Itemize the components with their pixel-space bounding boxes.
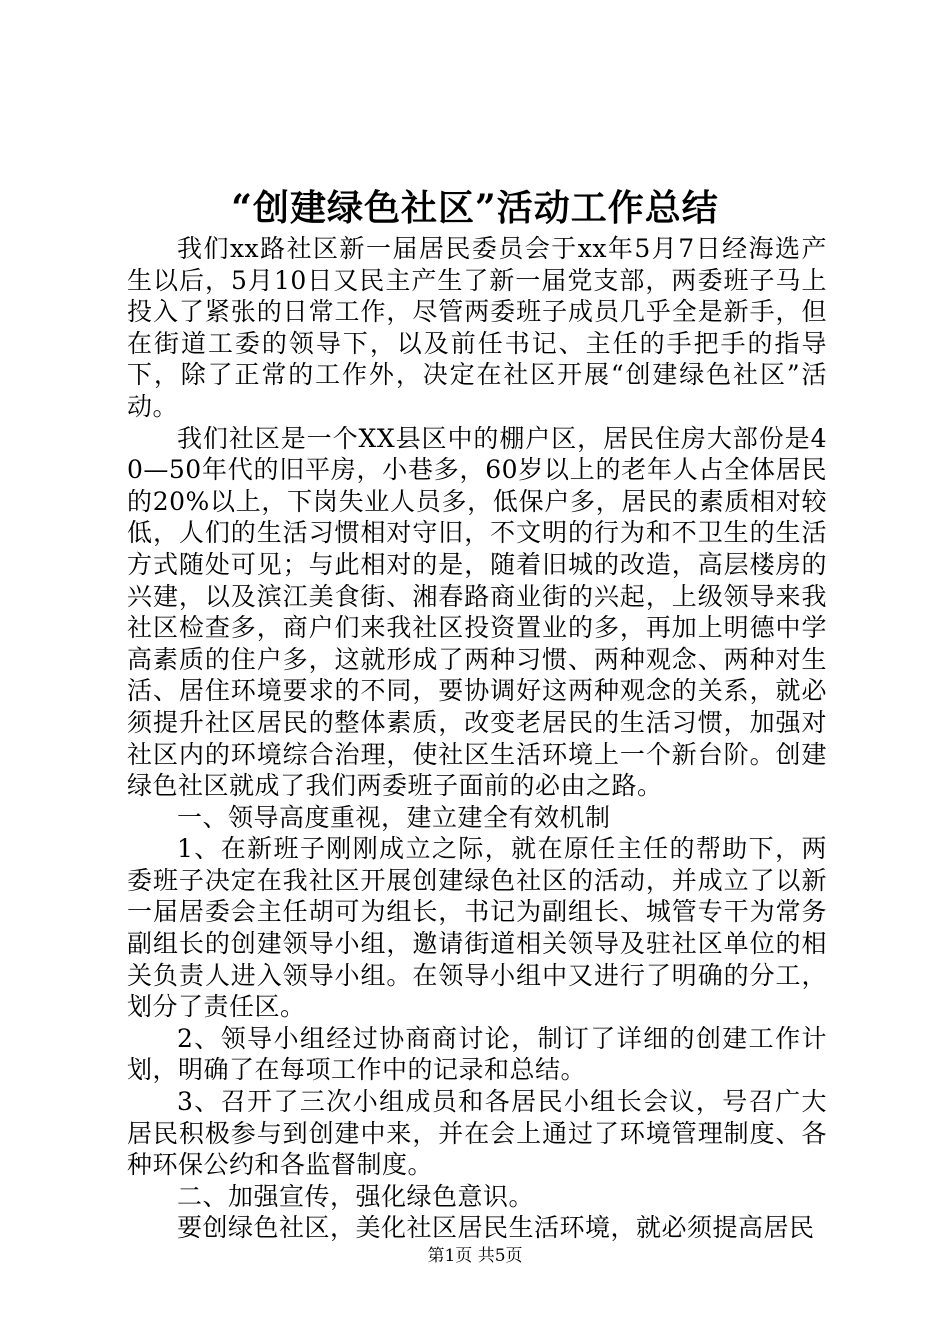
- paragraph-item-1: 1、在新班子刚刚成立之际，就在原任主任的帮助下，两委班子决定在我社区开展创建绿色社区的活动，并成立了以新一届居委会主任胡可为组长，书记为副组长、城管专干为常务副组长的创建领导小组，邀请街道相关领导及驻社区单位的相关负责人进入领导小组。在领导小组中又进行了明确的分工，划分了责任区。: [127, 834, 827, 1022]
- paragraph-item-3: 3、召开了三次小组成员和各居民小组长会议，号召广大居民积极参与到创建中来，并在会上通过了环境管理制度、各种环保公约和各监督制度。: [127, 1087, 827, 1180]
- page-number-footer: 第1页 共5页: [427, 1246, 523, 1266]
- section-heading-2: 二、加强宣传，强化绿色意识。: [177, 1181, 535, 1211]
- paragraph-intro: 我们xx路社区新一届居民委员会于xx年5月7日经海选产生以后，5月10日又民主产生了新一届党支部，两委班子马上投入了紧张的日常工作，尽管两委班子成员几乎全是新手，但在街道工委的领导下，以及前任书记、主任的手把手的指导下，除了正常的工作外，决定在社区开展“创建绿色社区”活动。: [127, 234, 827, 421]
- section-heading-1: 一、领导高度重视，建立建全有效机制: [177, 802, 611, 832]
- document-body: [127, 233, 827, 1244]
- paragraph-background: 我们社区是一个XX县区中的棚户区，居民住房大部份是40—50年代的旧平房，小巷多，60岁以上的老年人占全体居民的20%以上，下岗失业人员多，低保户多，居民的素质相对较低，人们的生活习惯相对守旧，不文明的行为和不卫生的生活方式随处可见；与此相对的是，随着旧城的改造，高层楼房的兴建，以及滨江美食街、湘春路商业街的兴起，上级领导来我社区检查多，商户们来我社区投资置业的多，再加上明德中学高素质的住户多，这就形成了两种习惯、两种观念、两种对生活、居住环境要求的不同，要协调好这两种观念的关系，就必须提升社区居民的整体素质，改变老居民的生活习惯，加强对社区内的环境综合治理，使社区生活环境上一个新台阶。创建绿色社区就成了我们两委班子面前的必由之路。: [127, 423, 827, 801]
- document-title: “创建绿色社区”活动工作总结: [231, 187, 719, 229]
- paragraph-item-2: 2、领导小组经过协商商讨论，制订了详细的创建工作计划，明确了在每项工作中的记录和总结。: [127, 1023, 827, 1085]
- paragraph-continued: 要创绿色社区，美化社区居民生活环境，就必须提高居民: [177, 1213, 815, 1243]
